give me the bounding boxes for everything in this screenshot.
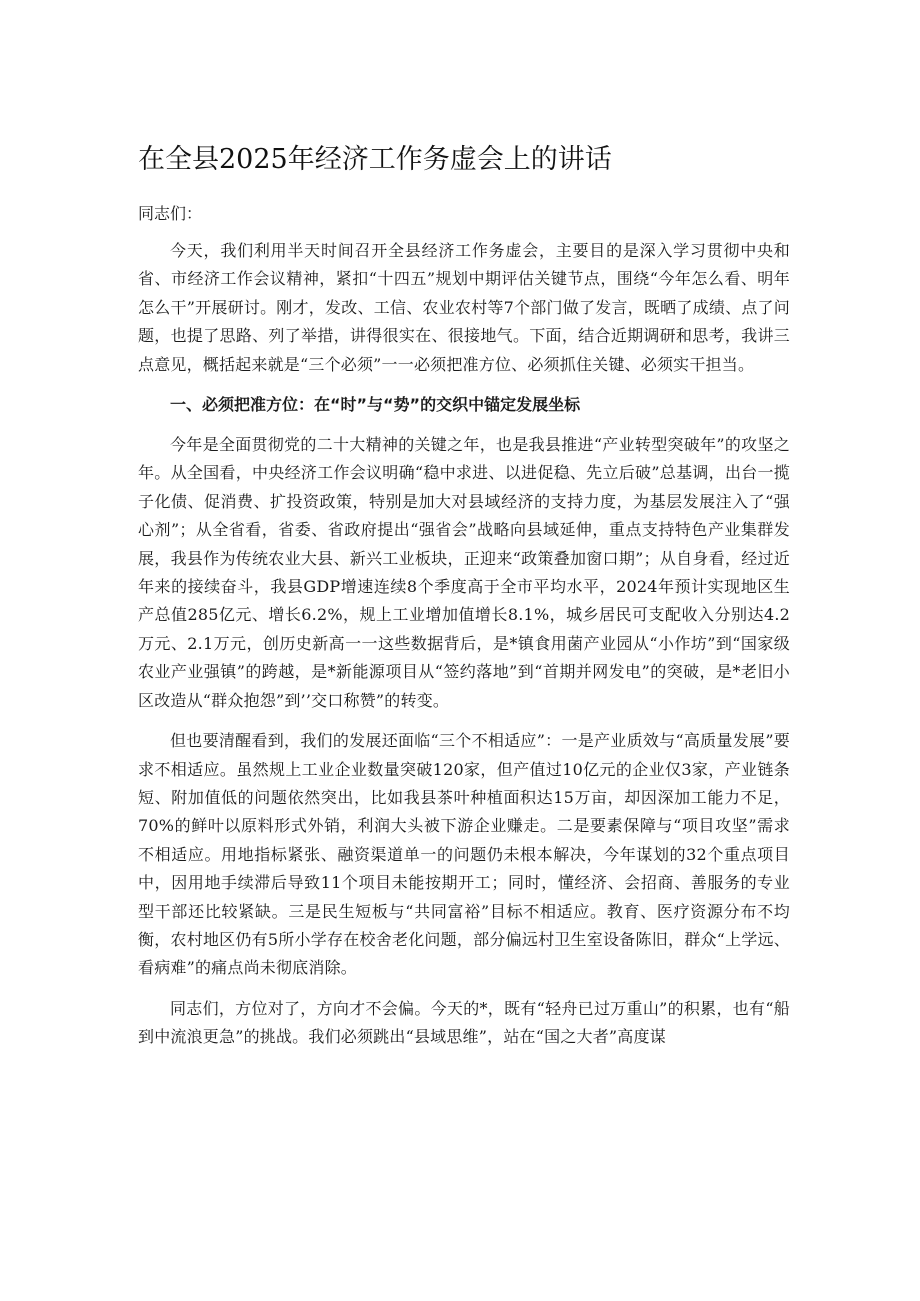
paragraph-situation: 今年是全面贯彻党的二十大精神的关键之年，也是我县推进“产业转型突破年”的攻坚之年。从全国看，中央经济工作会议明确“稳中求进、以进促稳、先立后破”总基调，出台一揽子化债、促消费、扩投资政策，特别是加大对县域经济的支持力度，为基层发展注入了“强心剂”；从全省看，省委、省政府提出“强省会”战略向县域延伸，重点支持特色产业集群发展，我县作为传统农业大县、新兴工业板块，正迎来“政策叠加窗口期”；从自身看，经过近年来的接续奋斗，我县GDP增速连续8个季度高于全市平均水平，2024年预计实现地区生产总值285亿元、增长6.2%，规上工业增加值增长8.1%，城乡居民可支配收入分别达4.2万元、2.1万元，创历史新高一一这些数据背后，是*镇食用菌产业园从“小作坊”到“国家级农业产业强镇”的跨越，是*新能源项目从“签约落地”到“首期并网发电”的突破，是*老旧小区改造从“群众抱怨”到’’交口称赞”的转变。 — [138, 435, 790, 710]
salutation: 同志们： — [138, 204, 203, 223]
section-heading: 一、必须把准方位：在“时”与“势”的交织中锚定发展坐标 — [170, 395, 581, 415]
document-body — [138, 237, 790, 1064]
paragraph-conclusion: 同志们，方位对了，方向才不会偏。今天的*，既有“轻舟已过万重山”的积累，也有“船到中流浪更急”的挑战。我们必须跳出“县域思维”，站在“国之大者”高度谋 — [138, 998, 790, 1047]
paragraph-challenges: 但也要清醒看到，我们的发展还面临“三个不相适应”：一是产业质效与“高质量发展”要求不相适应。虽然规上工业企业数量突破120家，但产值过10亿元的企业仅3家，产业链条短、附加值低的问题依然突出，比如我县茶叶种植面积达15万亩，却因深加工能力不足，70%的鲜叶以原料形式外销，利润大头被下游企业赚走。二是要素保障与“项目攻坚”需求不相适应。用地指标紧张、融资渠道单一的问题仍未根本解决，今年谋划的32个重点项目中，因用地手续滞后导致11个项目未能按期开工；同时，懂经济、会招商、善服务的专业型干部还比较紧缺。三是民生短板与“共同富裕”目标不相适应。教育、医疗资源分布不均衡，农村地区仍有5所小学存在校舍老化问题，部分偏远村卫生室设备陈旧，群众“上学远、看病难”的痛点尚未彻底消除。 — [138, 731, 790, 978]
document-title: 在全县2025年经济工作务虚会上的讲话 — [138, 144, 612, 175]
paragraph-intro: 今天，我们利用半天时间召开全县经济工作务虚会，主要目的是深入学习贯彻中央和省、市经济工作会议精神，紧扣“十四五”规划中期评估关键节点，围绕“今年怎么看、明年怎么干”开展研讨。刚才，发改、工信、农业农村等7个部门做了发言，既晒了成绩、点了问题，也提了思路、列了举措，讲得很实在、很接地气。下面，结合近期调研和思考，我讲三点意见，概括起来就是“三个必须”一一必须把准方位、必须抓住关键、必须实干担当。 — [138, 241, 790, 374]
